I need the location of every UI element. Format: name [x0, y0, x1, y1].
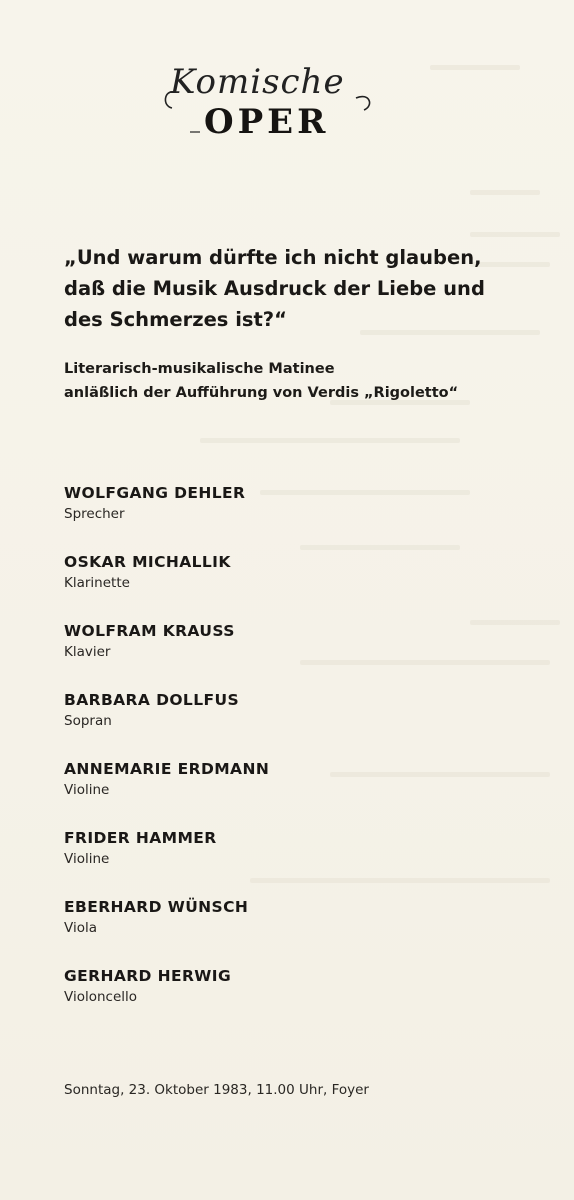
performer-name: BARBARA DOLLFUS	[64, 691, 240, 709]
quote-line: daß die Musik Ausdruck der Liebe und	[64, 277, 485, 300]
performer-role: Sopran	[64, 713, 112, 729]
performer-role: Viola	[64, 920, 97, 936]
subtitle-line: anläßlich der Aufführung von Verdis „Rigoletto“	[64, 385, 459, 401]
show-through-mark	[300, 545, 460, 550]
show-through-mark	[330, 772, 550, 777]
subtitle-line: Literarisch-musikalische Matinee	[64, 361, 335, 377]
performer-entry	[64, 758, 269, 827]
performer-name: EBERHARD WÜNSCH	[64, 898, 249, 916]
performer-entry	[64, 965, 269, 1034]
logo-script-text: Komische	[170, 62, 345, 102]
performer-role: Violine	[64, 851, 110, 867]
show-through-mark	[470, 232, 560, 237]
performer-name: OSKAR MICHALLIK	[64, 553, 231, 571]
performer-list	[64, 482, 269, 1034]
quote-line: „Und warum dürfte ich nicht glauben,	[64, 246, 482, 269]
show-through-mark	[470, 190, 540, 195]
event-date-footer: Sonntag, 23. Oktober 1983, 11.00 Uhr, Foyer	[64, 1082, 369, 1098]
performer-name: ANNEMARIE ERDMANN	[64, 760, 270, 778]
performer-role: Klarinette	[64, 575, 130, 591]
performer-entry	[64, 896, 269, 965]
performer-name: WOLFGANG DEHLER	[64, 484, 246, 502]
performer-role: Klavier	[64, 644, 111, 660]
performer-entry	[64, 689, 269, 758]
performer-name: GERHARD HERWIG	[64, 967, 232, 985]
show-through-mark	[260, 490, 470, 495]
quote-heading	[64, 242, 544, 335]
show-through-mark	[470, 620, 560, 625]
performer-role: Sprecher	[64, 506, 125, 522]
show-through-mark	[200, 438, 460, 443]
show-through-mark	[430, 65, 520, 70]
performer-role: Violine	[64, 782, 110, 798]
performer-role: Violoncello	[64, 989, 138, 1005]
performer-name: FRIDER HAMMER	[64, 829, 217, 847]
komische-oper-logo	[160, 62, 380, 152]
logo-caps-text: OPER	[204, 102, 330, 142]
performer-entry	[64, 827, 269, 896]
quote-line: des Schmerzes ist?“	[64, 308, 287, 331]
show-through-mark	[300, 660, 550, 665]
performer-name: WOLFRAM KRAUSS	[64, 622, 235, 640]
performer-entry	[64, 551, 269, 620]
performer-entry	[64, 620, 269, 689]
show-through-mark	[250, 878, 550, 883]
performer-entry	[64, 482, 269, 551]
event-subtitle	[64, 357, 458, 405]
